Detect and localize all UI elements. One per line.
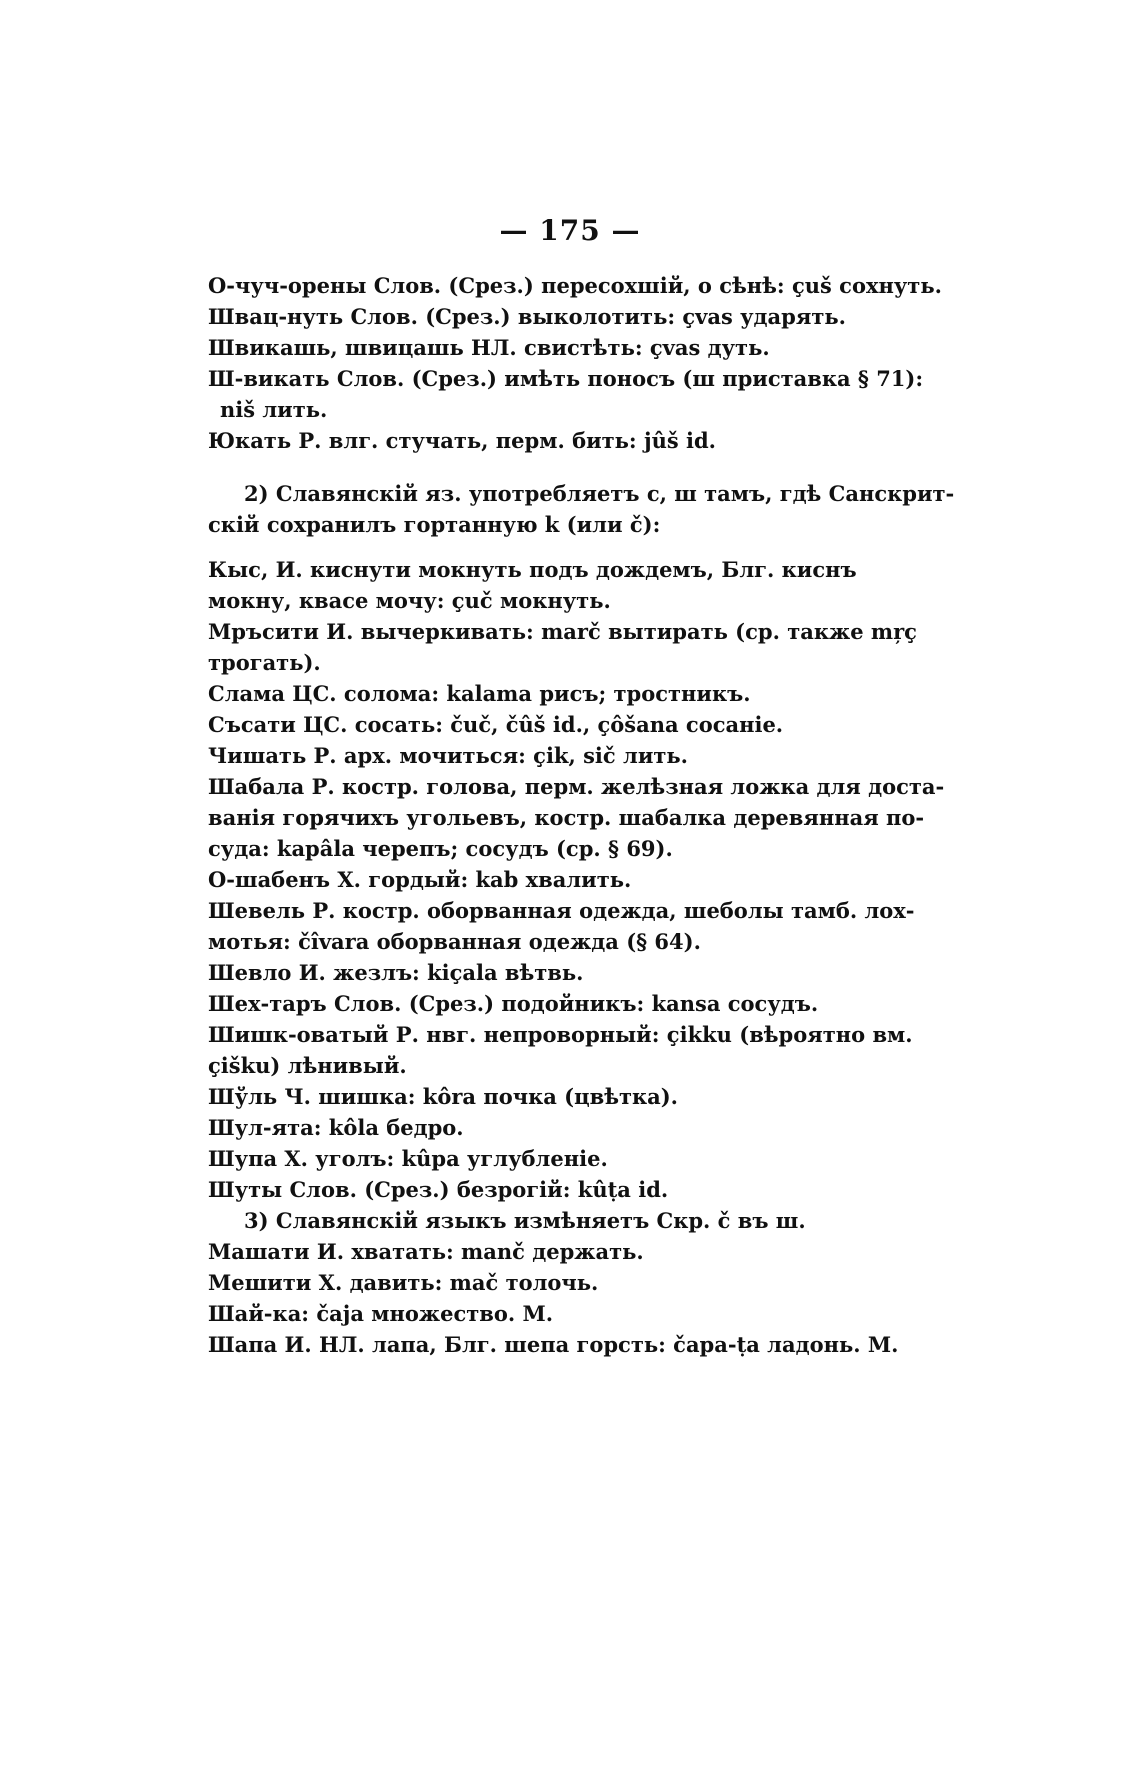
entry-line: Мешити Х. давить: mač толочь. — [208, 1270, 599, 1295]
section-heading: 2) Славянскій яз. употребляетъ с, ш тамъ, гдѣ Санскрит- — [244, 481, 955, 506]
page-body — [208, 270, 955, 1360]
entry-line: Машати И. хватать: manč держать. — [208, 1239, 644, 1264]
entry-continuation: мотья: čîvara оборванная одежда (§ 64). — [208, 929, 701, 954]
entry-line: Шапа И. НЛ. лапа, Блг. шепа горсть: čapa-ṭa ладонь. М. — [208, 1332, 899, 1357]
entry-line: Шуты Слов. (Срез.) безрогій: kûṭa id. — [208, 1177, 669, 1202]
entry-line: Шевло И. жезлъ: kiçala вѣтвь. — [208, 960, 584, 985]
entry-line: Шул-ята: kôla бедро. — [208, 1115, 464, 1140]
entry-continuation: niš лить. — [220, 397, 328, 422]
entry-line: Шех-таръ Слов. (Срез.) подойникъ: kansa сосудъ. — [208, 991, 819, 1016]
entry-continuation: ванія горячихъ угольевъ, костр. шабалка деревянная по- — [208, 805, 925, 830]
entry-continuation: çišku) лѣнивый. — [208, 1053, 407, 1078]
entry-line: О-чуч-орены Слов. (Срез.) пересохшій, о сѣнѣ: çuš сохнуть. — [208, 273, 942, 298]
entry-line: Ш-викать Слов. (Срез.) имѣть поносъ (ш приставка § 71): — [208, 366, 924, 391]
entry-line: Шишк-оватый Р. нвг. непроворный: çikku (вѣроятно вм. — [208, 1022, 913, 1047]
entry-continuation: мокну, квасе мочу: çuč мокнуть. — [208, 588, 611, 613]
entry-line: Швикашь, швицашь НЛ. свистѣть: çvas дуть. — [208, 335, 770, 360]
entry-line: Чишать Р. арх. мочиться: çik, sič лить. — [208, 743, 688, 768]
page-number: — 175 — — [499, 214, 641, 247]
section-heading-continuation: скій сохранилъ гортанную k (или č): — [208, 512, 661, 537]
entry-line: Швац-нуть Слов. (Срез.) выколотить: çvas ударять. — [208, 304, 846, 329]
entry-line: О-шабенъ Х. гордый: kab хвалить. — [208, 867, 632, 892]
section-gap — [208, 456, 868, 478]
entry-line: Шабала Р. костр. голова, перм. желѣзная ложка для доста- — [208, 774, 945, 799]
entry-line: Юкать Р. влг. стучать, перм. бить: jûš id. — [208, 428, 716, 453]
entry-line: Мръсити И. вычеркивать: marč вытирать (ср. также mŗç — [208, 619, 917, 644]
entry-continuation: суда: kapâla черепъ; сосудъ (ср. § 69). — [208, 836, 673, 861]
entry-line: Слама ЦС. солома: kalama рисъ; тростникъ. — [208, 681, 751, 706]
entry-line: Шевель Р. костр. оборванная одежда, шеболы тамб. лох- — [208, 898, 915, 923]
entry-continuation: трогать). — [208, 650, 321, 675]
section-heading: 3) Славянскій языкъ измѣняетъ Скр. č въ ш. — [244, 1208, 806, 1233]
entry-line: Шўль Ч. шишка: kôra почка (цвѣтка). — [208, 1084, 678, 1109]
entry-line: Кыс, И. киснути мокнуть подъ дождемъ, Блг. киснъ — [208, 557, 857, 582]
entry-line: Съсати ЦС. сосать: čuč, čûš id., çôšana сосаніе. — [208, 712, 784, 737]
entry-line: Шай-ка: čaja множество. М. — [208, 1301, 554, 1326]
section-gap — [208, 540, 868, 554]
entry-line: Шупа Х. уголъ: kûpa углубленіе. — [208, 1146, 608, 1171]
